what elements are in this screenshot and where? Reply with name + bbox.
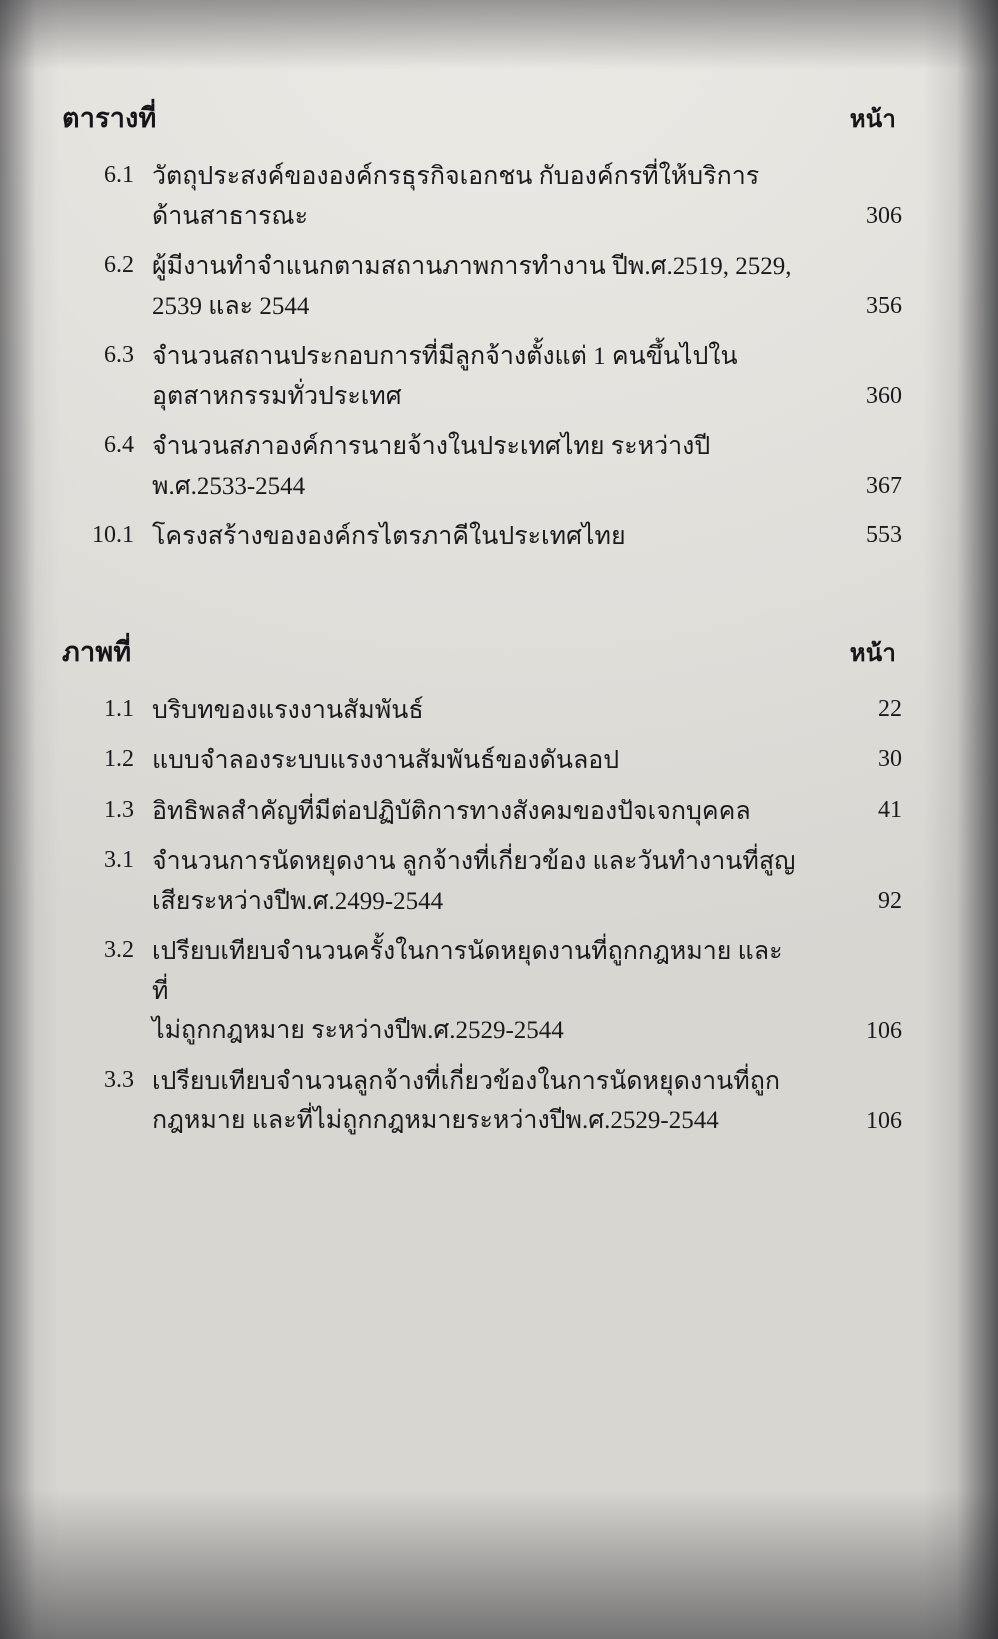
entry-page: 41 xyxy=(878,796,902,823)
entry-title-line2: ไม่ถูกกฎหมาย ระหว่างปีพ.ศ.2529-2544 xyxy=(152,1017,564,1044)
section-header-tables xyxy=(62,96,902,139)
entry-title-line1: จำนวนสถานประกอบการที่มีลูกจ้างตั้งแต่ 1 คนขึ้นไปใน xyxy=(152,343,738,370)
entry-number: 6.1 xyxy=(104,162,134,188)
section-title-tables: ตารางที่ xyxy=(62,103,157,133)
entry-title xyxy=(152,691,810,731)
entry-number: 3.2 xyxy=(104,937,134,963)
entry-title xyxy=(152,517,810,557)
list-item[interactable] xyxy=(62,932,902,1051)
entry-title xyxy=(152,157,810,236)
entry-page: 30 xyxy=(878,746,902,772)
list-item[interactable] xyxy=(62,427,902,506)
list-item[interactable] xyxy=(62,157,902,236)
list-item[interactable] xyxy=(62,691,902,731)
page-shadow-top xyxy=(0,0,998,70)
entry-title xyxy=(152,247,810,326)
entry-title-line1: เปรียบเทียบจำนวนลูกจ้างที่เกี่ยวข้องในการนัดหยุดงานที่ถูก xyxy=(152,1067,780,1095)
section-tables xyxy=(62,96,902,557)
entry-title-line1: จำนวนการนัดหยุดงาน ลูกจ้างที่เกี่ยวข้อง และวันทำงานที่สูญ xyxy=(152,848,796,875)
entry-title-line2: เสียระหว่างปีพ.ศ.2499-2544 xyxy=(152,887,444,915)
entry-number: 6.4 xyxy=(104,432,134,458)
list-item[interactable] xyxy=(62,1062,902,1141)
entry-title-line2: กฎหมาย และที่ไม่ถูกกฎหมายระหว่างปีพ.ศ.2529-2544 xyxy=(152,1107,719,1134)
entry-title-line1: โครงสร้างขององค์กรไตรภาคีในประเทศไทย xyxy=(152,523,626,550)
entry-page: 306 xyxy=(866,203,902,230)
entry-page: 356 xyxy=(866,293,902,320)
section-header-figures xyxy=(62,630,902,673)
section-page-header-tables: หน้า xyxy=(849,107,896,133)
page-shadow-right xyxy=(923,0,998,1639)
page-content xyxy=(62,96,902,1152)
section-title-figures: ภาพที่ xyxy=(62,636,132,667)
entry-number: 1.3 xyxy=(104,796,134,823)
section-figures xyxy=(62,630,902,1141)
list-item[interactable] xyxy=(62,842,902,921)
entry-title xyxy=(152,337,810,416)
entry-title-line1: เปรียบเทียบจำนวนครั้งในการนัดหยุดงานที่ถูกกฎหมาย และที่ xyxy=(152,938,783,1005)
entry-title xyxy=(152,792,810,832)
entry-page: 367 xyxy=(866,473,902,500)
entry-number: 3.1 xyxy=(104,847,134,873)
entry-title-line1: วัตถุประสงค์ขององค์กรธุรกิจเอกชน กับองค์กรที่ให้บริการ xyxy=(152,163,760,190)
entry-title-line2: อุตสาหกรรมทั่วประเทศ xyxy=(152,382,402,410)
entry-page: 553 xyxy=(866,522,902,548)
entry-title-line2: พ.ศ.2533-2544 xyxy=(152,472,306,500)
list-item[interactable] xyxy=(62,337,902,416)
section-page-header-figures: หน้า xyxy=(849,640,896,667)
entry-title xyxy=(152,842,810,921)
list-item[interactable] xyxy=(62,247,902,326)
entry-page: 106 xyxy=(866,1017,902,1044)
entry-title-line2: 2539 และ 2544 xyxy=(152,292,310,320)
entry-title-line2: ด้านสาธารณะ xyxy=(152,202,309,230)
entry-number: 6.3 xyxy=(104,342,134,368)
entry-title-line1: แบบจำลองระบบแรงงานสัมพันธ์ของดันลอป xyxy=(152,747,620,774)
entry-title xyxy=(152,1062,810,1141)
section-divider xyxy=(62,568,902,630)
entry-number: 1.1 xyxy=(104,695,134,722)
entry-number: 3.3 xyxy=(104,1066,134,1093)
list-item[interactable] xyxy=(62,741,902,781)
entry-title xyxy=(152,741,810,781)
list-item[interactable] xyxy=(62,517,902,557)
entry-page: 360 xyxy=(866,383,902,410)
entry-page: 92 xyxy=(878,888,902,915)
list-item[interactable] xyxy=(62,792,902,832)
page-shadow-left xyxy=(0,0,60,1639)
entry-title xyxy=(152,427,810,506)
entry-title-line1: ผู้มีงานทำจำแนกตามสถานภาพการทำงาน ปีพ.ศ.2519, 2529, xyxy=(152,253,792,280)
entry-number: 10.1 xyxy=(92,522,134,548)
entry-title-line1: อิทธิพลสำคัญที่มีต่อปฏิบัติการทางสังคมของปัจเจกบุคคล xyxy=(152,797,751,825)
entry-title xyxy=(152,932,810,1051)
entry-page: 106 xyxy=(866,1107,902,1134)
entry-title-line1: จำนวนสภาองค์การนายจ้างในประเทศไทย ระหว่างปี xyxy=(152,433,711,460)
entry-page: 22 xyxy=(878,695,902,722)
entry-title-line1: บริบทของแรงงานสัมพันธ์ xyxy=(152,696,424,724)
page-shadow-bottom xyxy=(0,1489,998,1639)
entry-number: 1.2 xyxy=(104,746,134,772)
entry-number: 6.2 xyxy=(104,252,134,278)
